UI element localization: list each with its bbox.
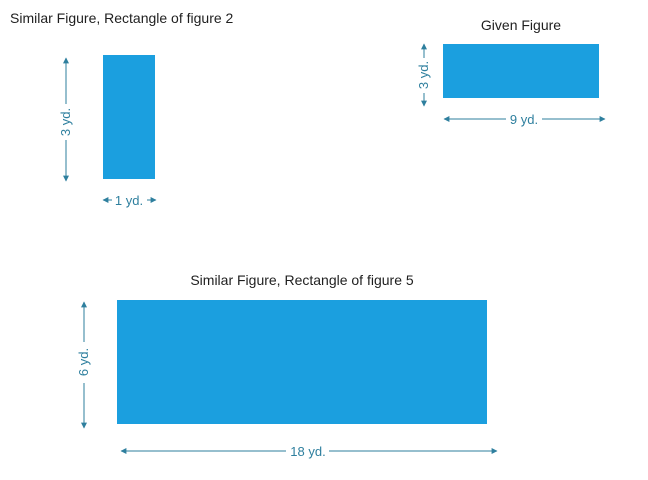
given-figure-rectangle — [443, 44, 599, 98]
figure-2-width-label: 18 yd. — [290, 444, 326, 459]
given-figure-group — [416, 17, 605, 127]
given-height-label: 3 yd. — [416, 60, 431, 90]
figure-2-height-label: 6 yd. — [76, 347, 91, 377]
figure-2-rectangle — [117, 300, 487, 424]
figure-rect-2-group — [76, 272, 497, 459]
figure-2-title: Similar Figure, Rectangle of figure 5 — [190, 272, 414, 288]
given-width-label: 9 yd. — [509, 112, 539, 127]
figure-rect-1-group — [10, 10, 234, 208]
figure-1-width-label: 1 yd. — [114, 193, 144, 208]
figure-1-title: Similar Figure, Rectangle of figure 2 — [10, 10, 234, 26]
figure-1-height-label: 3 yd. — [58, 107, 73, 137]
given-figure-title: Given Figure — [480, 17, 562, 33]
figure-1-rectangle — [103, 55, 155, 179]
